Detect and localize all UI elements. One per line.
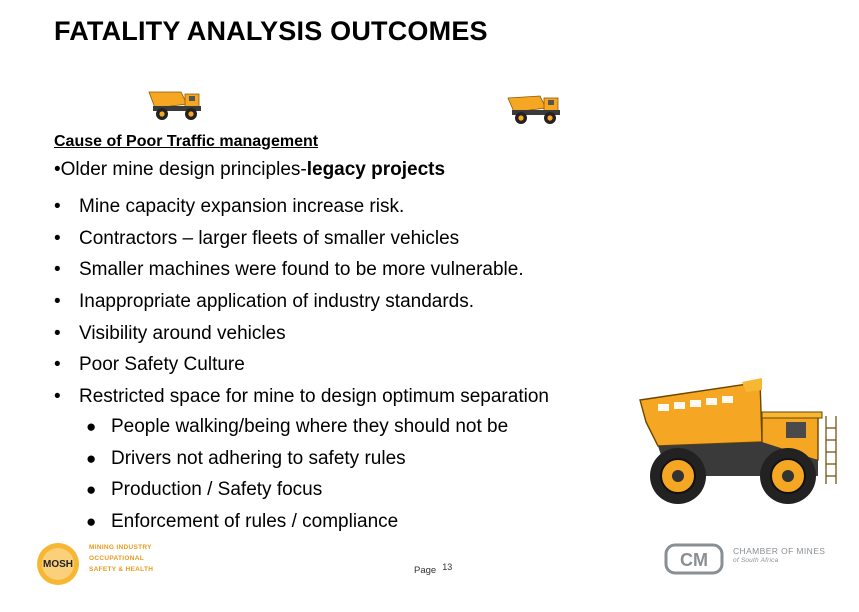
lead-text-bold: legacy projects (306, 159, 446, 180)
list-item: • Smaller machines were found to be more vulnerable. (54, 254, 549, 286)
list-item: • Restricted space for mine to design optimum separation (54, 381, 549, 413)
sub-bullet-list (86, 411, 508, 538)
lead-text: Older mine design principles- (60, 159, 307, 180)
dump-truck-icon (638, 376, 848, 510)
bullet-marker: • (54, 354, 61, 376)
sub-list-item: ● Production / Safety focus (86, 474, 508, 506)
list-item: • Visibility around vehicles (54, 318, 549, 350)
sub-bullet-marker: ● (86, 448, 97, 468)
chamber-of-mines-logo (664, 542, 724, 576)
bullet-marker: • (54, 259, 61, 281)
list-item: • Contractors – larger fleets of smaller vehicles (54, 223, 549, 255)
bullet-marker: • (54, 196, 61, 217)
sub-bullet-marker: ● (86, 512, 97, 532)
bullet-list (54, 191, 549, 413)
sub-bullet-marker: ● (86, 417, 97, 436)
sub-list-item: ● Enforcement of rules / compliance (86, 506, 508, 538)
list-item: • Inappropriate application of industry standards. (54, 286, 549, 318)
mosh-caption: MINING INDUSTRY OCCUPATIONAL SAFETY & HEALTH (89, 544, 154, 573)
list-item: • Mine capacity expansion increase risk. (54, 191, 549, 223)
cm-logo-text: CM (680, 550, 708, 570)
lead-bullet (54, 159, 445, 181)
page-title: FATALITY ANALYSIS OUTCOMES (54, 16, 488, 46)
bullet-marker: • (54, 227, 61, 249)
sub-bullet-marker: ● (86, 480, 97, 500)
bullet-marker: • (54, 386, 61, 408)
bullet-marker: • (54, 291, 61, 313)
section-subtitle: Cause of Poor Traffic management (54, 133, 319, 150)
dump-truck-icon (147, 84, 205, 122)
mosh-badge-text: MOSH (43, 559, 73, 570)
sub-list-item: ● Drivers not adhering to safety rules (86, 443, 508, 475)
bullet-marker: • (54, 322, 61, 344)
chamber-caption: CHAMBER OF MINES of South Africa (733, 546, 826, 564)
bullet-marker: • (54, 159, 61, 180)
list-item: • Poor Safety Culture (54, 349, 549, 381)
page-number: Page 13 (414, 562, 453, 576)
dump-truck-icon (505, 90, 565, 126)
sub-list-item: ● People walking/being where they should not be (86, 411, 508, 443)
